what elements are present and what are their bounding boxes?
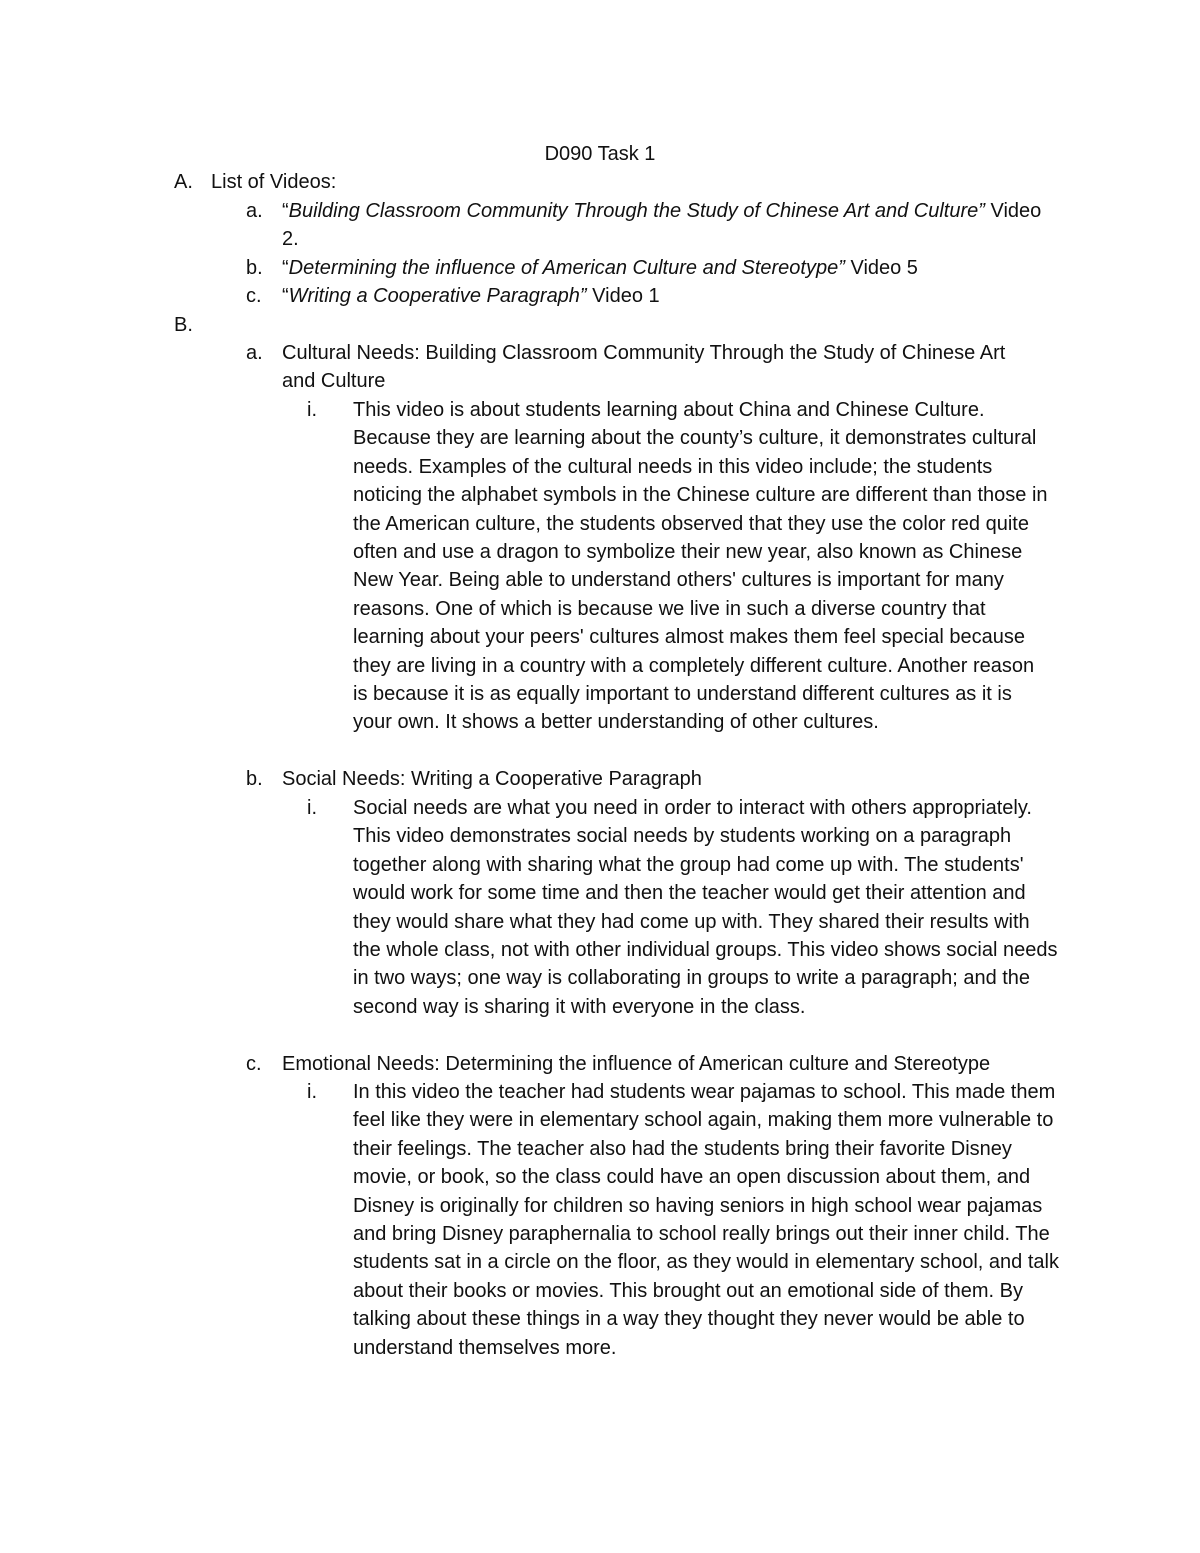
open-quote: “ [282, 285, 289, 307]
section-a-heading: List of Videos: [211, 171, 337, 193]
video-number: Video 2. [282, 200, 1042, 251]
needs-item-social-marker: b. [246, 768, 263, 790]
needs-item-cultural-body: This video is about students learning about China and Chinese Culture. Because they are learning about the county’s culture, it demonstrates cultural needs. Examples of the cultural needs in this video include; the students noticing the alphabet symbols in the Chinese culture are different than those in the American culture, the students observed that they use the color red quite often and use a dragon to symbolize their new year, also known as Chinese New Year. Being able to understand others' cultures is important for many reasons. One of which is because we live in such a diverse country that learning about your peers' cultures almost makes them feel special because they are living in a country with a completely different culture. Another reason is because it is as equally important to understand different cultures as it is your own. It shows a better understanding of other cultures. [353, 399, 1048, 734]
video-number: Video 1 [586, 285, 660, 307]
needs-item-social-heading: Social Needs: Writing a Cooperative Paragraph [282, 768, 702, 790]
needs-item-emotional-body: In this video the teacher had students wear pajamas to school. This made them feel like they were in elementary school again, making them more vulnerable to their feelings. The teacher also had the students bring their favorite Disney movie, or book, so the class could have an open discussion about them, and Disney is originally for children so having seniors in high school wear pajamas and bring Disney paraphernalia to school really brings out their inner child. The students sat in a circle on the floor, as they would in elementary school, and talk about their books or movies. This brought out an emotional side of them. By talking about these things in a way they thought they never would be able to understand themselves more. [353, 1081, 1059, 1359]
needs-item-cultural-marker: a. [246, 342, 263, 364]
video-item-a-marker: a. [246, 200, 263, 222]
video-item-c-marker: c. [246, 285, 262, 307]
open-quote: “ [282, 257, 289, 279]
video-title: Writing a Cooperative Paragraph” [288, 285, 587, 307]
needs-item-cultural-heading: Cultural Needs: Building Classroom Community Through the Study of Chinese Art and Culture [282, 342, 1006, 393]
video-item-b-marker: b. [246, 257, 263, 279]
video-title: Determining the influence of American Culture and Stereotype” [288, 257, 845, 279]
needs-item-cultural-detail-marker: i. [307, 399, 317, 421]
video-item-c-text [282, 282, 1062, 310]
open-quote: “ [282, 200, 289, 222]
needs-item-emotional-marker: c. [246, 1053, 262, 1075]
section-b-marker: B. [174, 314, 193, 336]
needs-item-emotional-detail-marker: i. [307, 1081, 317, 1103]
document-title: D090 Task 1 [544, 143, 656, 165]
video-number: Video 5 [844, 257, 918, 279]
video-title: Building Classroom Community Through the Study of Chinese Art and Culture” [288, 200, 985, 222]
section-a-marker: A. [174, 171, 193, 193]
video-item-b-text [282, 254, 1062, 282]
needs-item-social-detail-marker: i. [307, 797, 317, 819]
video-item-a-text [282, 197, 1052, 254]
needs-item-emotional-heading: Emotional Needs: Determining the influence of American culture and Stereotype [282, 1053, 991, 1075]
needs-item-social-body: Social needs are what you need in order to interact with others appropriately. This video demonstrates social needs by students working on a paragraph together along with sharing what the group had come up with. The students' would work for some time and then the teacher would get their attention and they would share what they had come up with. They shared their results with the whole class, not with other individual groups. This video shows social needs in two ways; one way is collaborating in groups to write a paragraph; and the second way is sharing it with everyone in the class. [353, 797, 1058, 1018]
